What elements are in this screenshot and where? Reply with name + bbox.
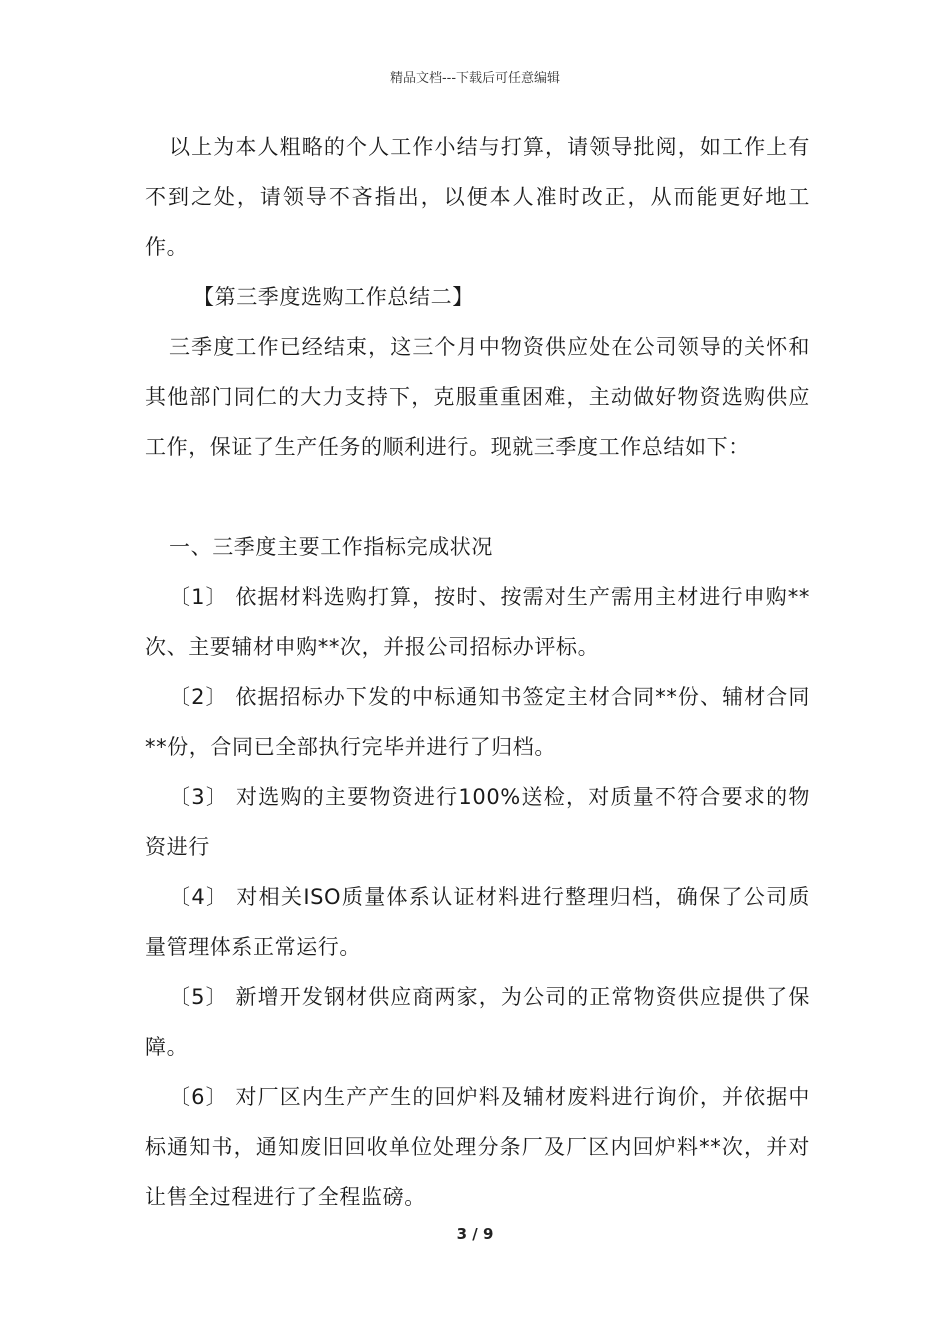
items-list	[145, 572, 810, 1222]
section-title: 【第三季度选购工作总结二】	[193, 285, 474, 309]
list-item: 〔2〕 依据招标办下发的中标通知书签定主材合同**份、辅材合同**份，合同已全部执行完毕并进行了归档。	[145, 685, 810, 759]
intro-paragraph: 三季度工作已经结束，这三个月中物资供应处在公司领导的关怀和其他部门同仁的大力支持下，克服重重困难，主动做好物资选购供应工作，保证了生产任务的顺利进行。现就三季度工作总结如下：	[145, 335, 810, 459]
list-item: 〔6〕 对厂区内生产产生的回炉料及辅材废料进行询价，并依据中标通知书，通知废旧回收单位处理分条厂及厂区内回炉料**次，并对让售全过程进行了全程监磅。	[145, 1085, 810, 1209]
page-number: 3 / 9	[456, 1225, 494, 1243]
subheading: 一、三季度主要工作指标完成状况	[169, 535, 493, 559]
page-header: 精品文档---下载后可任意编辑	[389, 71, 561, 86]
paragraph-closing	[145, 122, 810, 272]
list-item: 〔5〕 新增开发钢材供应商两家，为公司的正常物资供应提供了保障。	[145, 985, 810, 1059]
closing-paragraph: 以上为本人粗略的个人工作小结与打算，请领导批阅，如工作上有不到之处，请领导不吝指出，以便本人准时改正，从而能更好地工作。	[145, 135, 810, 259]
section-heading-block	[145, 272, 810, 322]
list-item: 〔3〕 对选购的主要物资进行100%送检，对质量不符合要求的物资进行	[145, 785, 810, 859]
list-item: 〔4〕 对相关ISO质量体系认证材料进行整理归档，确保了公司质量管理体系正常运行。	[145, 885, 810, 959]
subheading-block	[145, 522, 810, 572]
intro-block	[145, 322, 810, 472]
list-item: 〔1〕 依据材料选购打算，按时、按需对生产需用主材进行申购**次、主要辅材申购**次，并报公司招标办评标。	[145, 585, 810, 659]
